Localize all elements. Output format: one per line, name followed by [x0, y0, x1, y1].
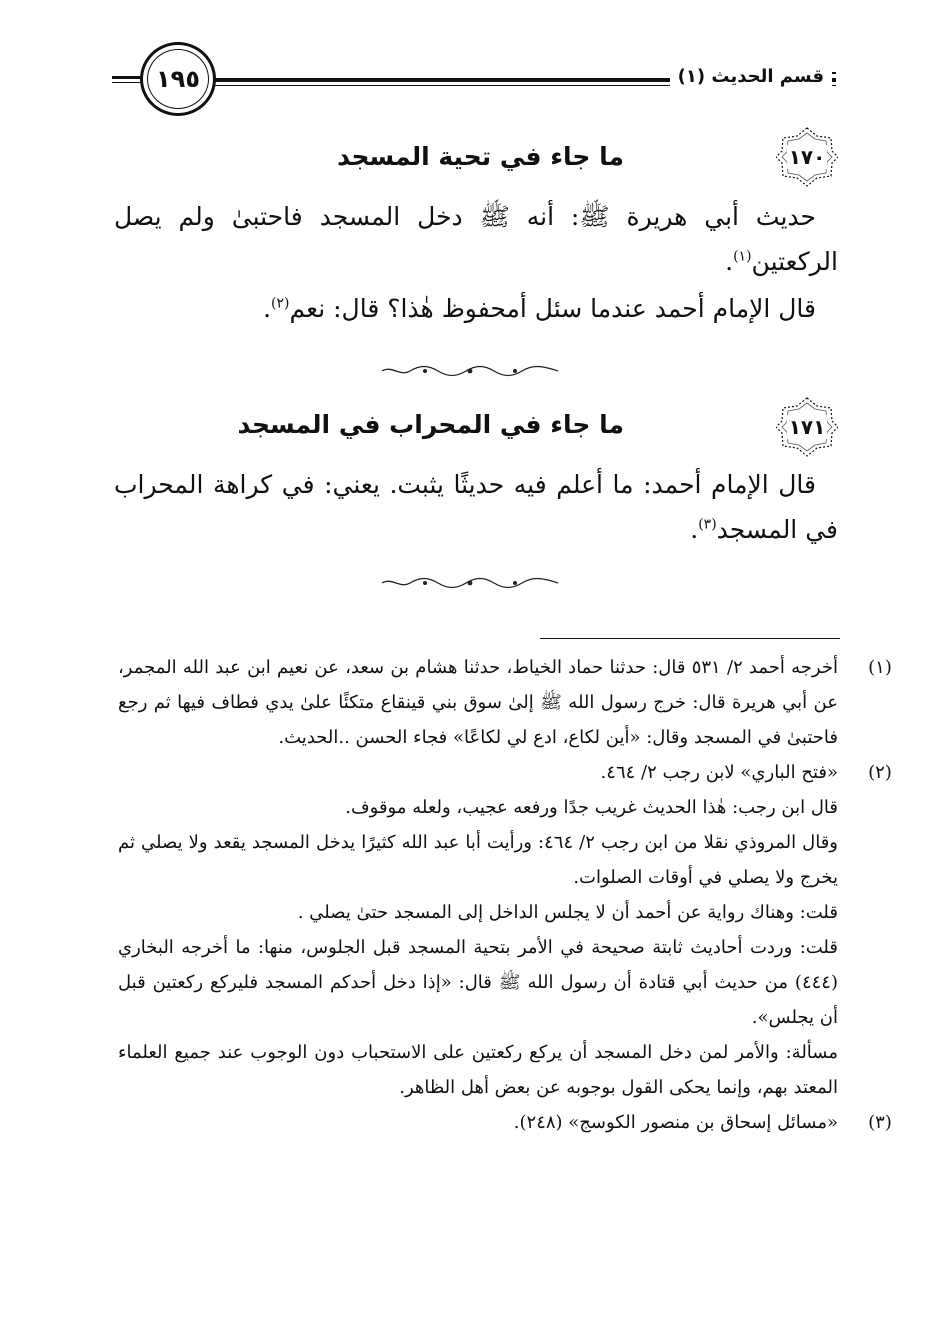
footnote — [118, 1105, 892, 1140]
footnote-ref[interactable]: (٢) — [271, 295, 290, 312]
footnote-text: وقال المروذي نقلا من ابن رجب ٢/ ٤٦٤: ورأيت أبا عبد الله كثيرًا يدخل المسجد يقعد ولا يصلي ثم يخرج ولا يصلي في أوقات الصلوات. — [118, 832, 838, 888]
paragraph — [114, 286, 838, 331]
footnote-text: «فتح الباري» لابن رجب ٢/ ٤٦٤. — [600, 762, 838, 783]
section-body — [114, 462, 838, 552]
footnote-number: (٢) — [868, 762, 892, 783]
paragraph-end: . — [690, 515, 699, 544]
footnote — [118, 650, 892, 755]
section-number-badge — [776, 396, 838, 458]
ornament-divider-icon — [380, 362, 560, 380]
page-number-text: ١٩٥ — [156, 65, 200, 93]
footnote-text: قال ابن رجب: هٰذا الحديث غريب جدًا ورفعه عجيب، ولعله موقوف. — [345, 797, 838, 818]
footnote-ref[interactable]: (١) — [733, 248, 752, 265]
footnote-number: (٣) — [868, 1112, 892, 1133]
header-rule-left — [112, 76, 142, 79]
running-header — [0, 0, 942, 130]
footnote-text: مسألة: والأمر لمن دخل المسجد أن يركع ركعتين على الاستحباب دون الوجوب عند جميع العلماء المعتد بهم، وإنما يحكى القول بوجوبه عن بعض أهل الظاهر. — [118, 1042, 838, 1098]
paragraph-text: قال الإمام أحمد: ما أعلم فيه حديثًا يثبت. يعني: في كراهة المحراب في المسجد — [114, 470, 838, 544]
section-number: ١٧٠ — [788, 145, 826, 169]
footnote-text: قلت: وردت أحاديث ثابتة صحيحة في الأمر بتحية المسجد قبل الجلوس، منها: ما أخرجه البخاري (٤٤٤) من حديث أبي قتادة أن رسول الله ﷺ قال: «إذا دخل أحدكم المسجد فليركع ركعتين قبل أن يجلس». — [118, 937, 838, 1028]
paragraph-end: . — [725, 247, 734, 276]
footnote-separator — [540, 638, 840, 639]
footnote-number: (١) — [868, 657, 892, 678]
section-body — [114, 194, 838, 331]
ornament-divider-icon — [380, 574, 560, 592]
footnote-text: قلت: وهناك رواية عن أحمد أن لا يجلس الداخل إلى المسجد حتىٰ يصلي . — [297, 902, 838, 923]
section-title: ما جاء في المحراب في المسجد — [237, 410, 624, 439]
paragraph — [114, 194, 838, 284]
section-title: ما جاء في تحية المسجد — [337, 142, 624, 171]
footnotes — [118, 650, 892, 1140]
footnote-text: أخرجه أحمد ٢/ ٥٣١ قال: حدثنا حماد الخياط، حدثنا هشام بن سعد، عن نعيم ابن عبد الله المجمر، عن أبي هريرة قال: خرج رسول الله ﷺ إلىٰ سوق بني قينقاع متكئًا علىٰ يدي فطاف فيها ثم رجع فاحتبىٰ في المسجد وقال: «أين لكاع، ادع لي لكاعًا» فجاء الحسن ..الحديث. — [118, 657, 838, 748]
section-number-badge — [776, 126, 838, 188]
paragraph-text: قال الإمام أحمد عندما سئل أمحفوظ هٰذا؟ قال: نعم — [289, 294, 816, 323]
footnote-text: «مسائل إسحاق بن منصور الكوسج» (٢٤٨). — [513, 1112, 838, 1133]
footnote-ref[interactable]: (٣) — [698, 516, 717, 533]
running-title: قسم الحديث (١) — [670, 64, 832, 90]
section-number: ١٧١ — [788, 415, 826, 439]
footnote — [118, 755, 892, 1105]
paragraph-end: . — [263, 294, 272, 323]
header-rule-left-thin — [112, 82, 142, 83]
page-number — [140, 42, 216, 116]
paragraph — [114, 462, 838, 552]
paragraph-text: حديث أبي هريرة ﷺ: أنه ﷺ دخل المسجد فاحتبىٰ ولم يصل الركعتين — [114, 202, 838, 276]
